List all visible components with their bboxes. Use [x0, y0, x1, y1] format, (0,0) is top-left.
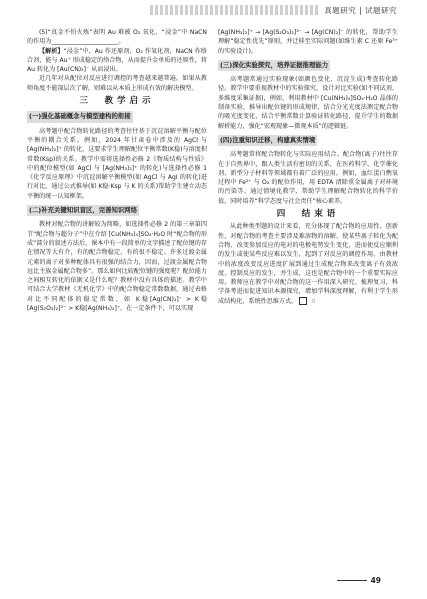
paragraph-sub4: 高考题常将配合物转化与实际应用结合。配合物(离子)往往存在于自然界中，跟人类生活有密切的关系，在医药科学、化学催化剂、新型分子材料等领域都有着广泛的应用。例如，血红蛋白携氧过程中 Fe²⁺ 与 O₂ 的配位作用，用 EDTA 清除重金属离子对环境的污染等。通过情境化教学，帮助学生理解配合物转化的科学价值，同时培养“科学态度与社会责任”核心素养。 — [218, 151, 398, 205]
subsection-heading-3: (三)深化实验探究，培养证据推理能力 — [218, 60, 330, 71]
page-number: 49 — [370, 576, 381, 585]
header-title: 真题研究 | 试题研究 — [324, 5, 397, 15]
conclusion-text: 从此种类型题的设计来看，充分体现了配合物的应用性、创新性，对配合物的考查主要涉及难溶物的溶解、使某些离子转化为配合物、改变参加反应的电对的电极电势发生变化，进而使反应顺利的发生或使某些反应难以发生，起到了对反应的调控作用。由教材中的浓度改变反应进度扩展到通过生成配合物来改变离子有效浓度，控制反应的发生，并生成，这也是配合物中的一个重要实际应用。教师应在教学中对配合物的这一作用深入研究、梳理复习，科学备考进而促进知识本源探究，增加学科深度理解，有利于学生形成结构化、系统性思维方式。 — [218, 223, 398, 305]
analysis-tag: 【解析】 — [39, 47, 64, 55]
question-5: (5)“真金不怕火炼”表明 Au 难被 O₂ 氧化，“浸金”中 NaCN 的作用为______________________。 — [27, 29, 207, 46]
footer-rule — [337, 580, 367, 581]
subsection-heading-1: (一)强化基础概念与模型建构的衔接 — [27, 111, 133, 122]
page-footer — [337, 576, 381, 585]
paragraph-sub2: 教材对配合物的讲解较为简略，如选择性必修 2 的第三章第四节“配合物与超分子”中在介绍 [Cu(NH₃)₄]SO₄·H₂O 时“配合物的形成”部分的叙述方法后，课本中有一段简单的文字描述了配位键的存在情况等大有介，有的配合物稳定，有的很不稳定。许多过渡金属元素的离子对多种配体具有很强的结合力，因而，过渡金属配合物远比主族金属配合物多”。那么如何比较配位键的强度呢？配位能力之间相互转化的依据又是什么呢？教材中没有具体的描述。教学中可结合大学教材《无机化学》中的配合物稳定常数数据，通过表格对比不同配体的稳定常数，如 K稳[Ag(CN)₂]⁻ > K稳[Ag(S₂O₃)₂]³⁻ > K稳[Ag(NH₃)₂]⁺，在一定条件下，可以实现 — [27, 221, 207, 313]
paragraph-conclusion — [218, 222, 398, 306]
analysis-paragraph — [27, 47, 207, 75]
left-column — [27, 28, 207, 313]
paragraph-continued: [Ag(NH₃)₂]⁺ → [Ag(S₂O₃)₂]³⁻ → [Ag(CN)₂]⁻ 的转化，帮助学生理解“稳定性优先”原则，并迁移至实际问题(如维生素 C 还原 Fe³⁺ 的实验设计)。 — [218, 29, 398, 55]
paragraph-recent: 近几年对从配位对反应进行调控的考查越来越普遍。如果从教师角度不能深层次了解，则难以从本质上形成有效的解决模型。 — [27, 75, 207, 92]
subsection-heading-4: (四)注重知识迁移，构建真实情境 — [218, 135, 317, 146]
section-heading-3: 三 教学启示 — [79, 96, 155, 107]
page-header — [150, 0, 427, 20]
subsection-heading-2: (二)补充关键知识盲区，完善知识网络 — [27, 205, 139, 216]
header-stripes — [150, 5, 318, 15]
right-column — [218, 28, 398, 306]
analysis-text: “浸金”中，Au 作还原剂，O₂ 作氧化剂，NaCN 作络合剂，能与 Au⁺ 形成稳定的络合物，从而提升金单质的还原性，将 Au 转化为 [Au(CN)₂]⁻ 从而浸出。 — [27, 47, 207, 74]
end-mark-icon: ◻ — [299, 297, 307, 305]
section-heading-4: 四 结束语 — [276, 209, 340, 220]
paragraph-sub3: 高考题常通过实验现象(如颜色变化、沉淀生成)考查转化路径。教学中要重视教材中的实验探究，设计对比实验(如不同试剂、多维度采集证据)，例如，利用教材中 [Cu(NH₃)₄]SO₄·H₂O 晶体的制备实验，推导出配位键的形成规律，结合分光光度法测定配合物的吸光度变化，结合平衡常数计算验证转化路径，提升学生的数据解析能力，强化“宏观现象—微观本质”的逻辑链。 — [218, 76, 398, 130]
paragraph-sub1: 高考题中配合物转化路径的考查往往基于沉淀溶解平衡与配位平衡的耦合关系。例如，2024 年甘肃卷中涉及的 AgCl 与 [Ag(NH₃)₂]⁺ 的转化，这要求学生理解配位平衡常数(K稳)与溶度积常数(Ksp)的关系。教学中需将选择性必修 2《物质结构与性质》中的配位模型(如 AgCl 与 [Ag(NH₃)₂]⁺ 的转化)与选择性必修 1《化学反应原理》中沉淀溶解平衡模型(如 AgCl 与 AgI 的转化)进行对比，通过公式推导(如 K稳·Ksp 与 K 的关系)帮助学生建立动态平衡的统一认知框架。 — [27, 127, 207, 200]
